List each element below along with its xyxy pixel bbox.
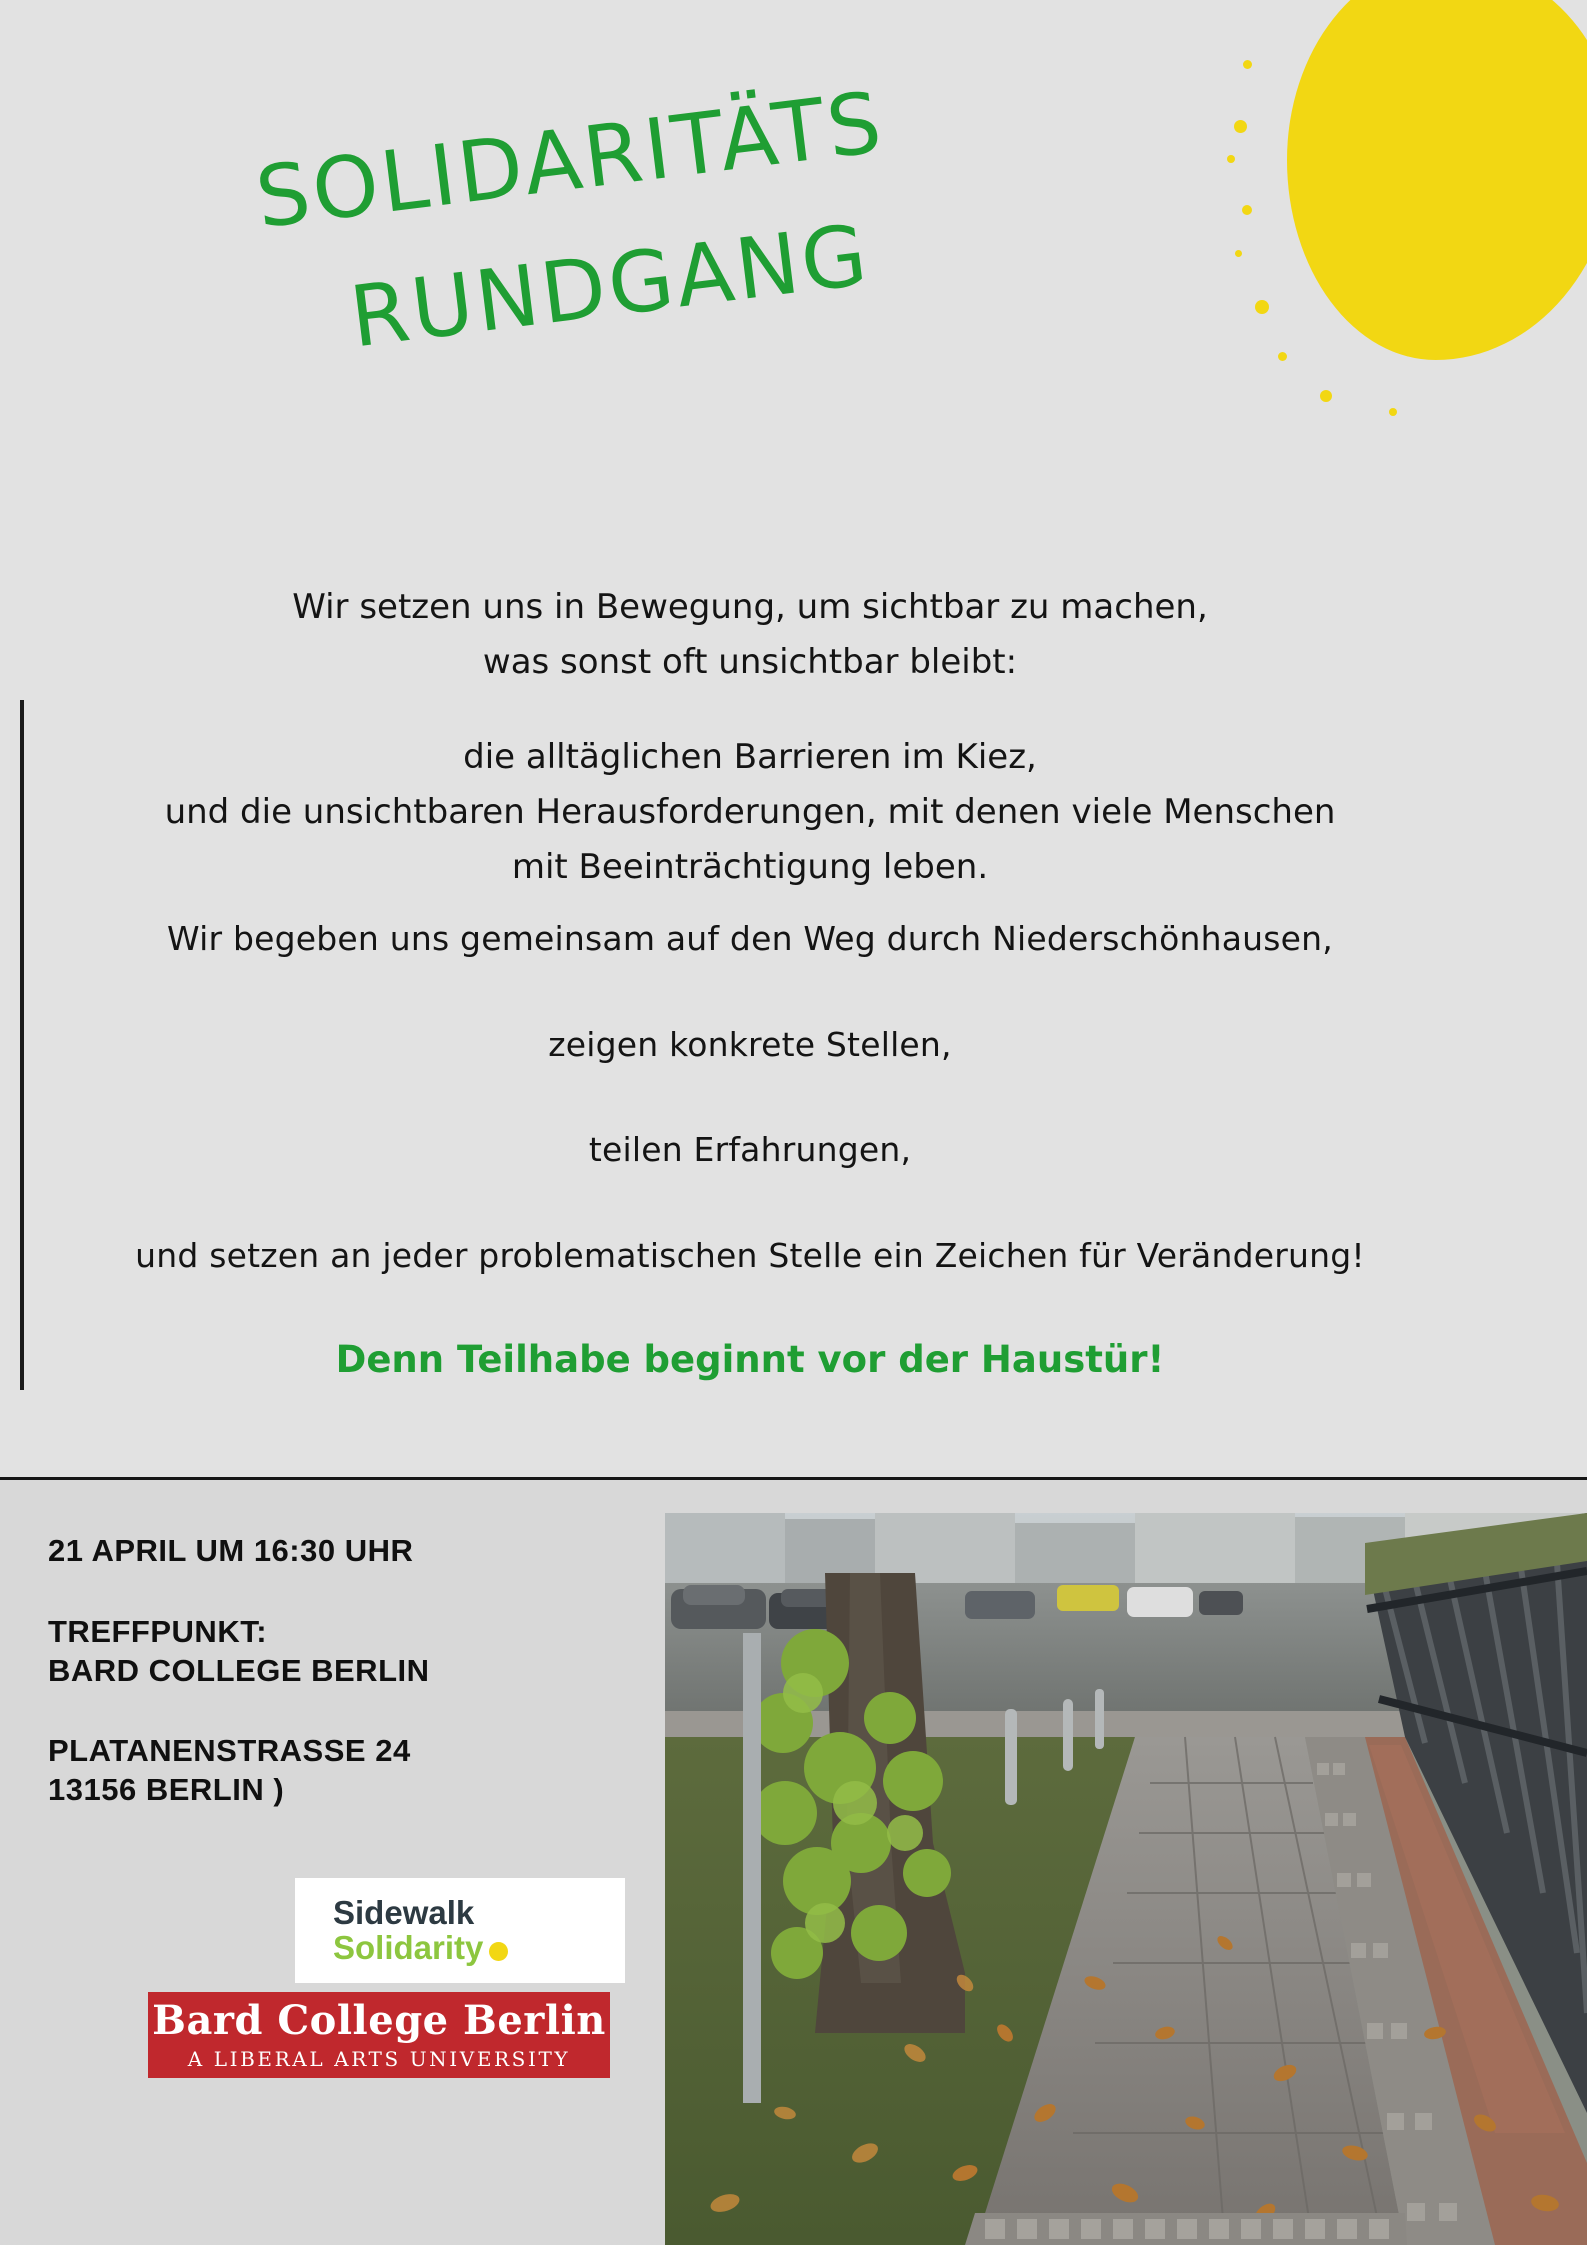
body-line-2: was sonst oft unsichtbar bleibt: (482, 641, 1018, 682)
blob-speck-icon (1389, 408, 1397, 416)
spacer (48, 1571, 648, 1613)
sidewalk-solidarity-logo (295, 1878, 625, 1983)
body-line-6: Wir begeben uns gemeinsam auf den Weg durch Niederschönhausen, (167, 919, 1333, 959)
sidewalk-logo-line-1: Sidewalk (333, 1893, 475, 1931)
yellow-blob-decoration (1287, 0, 1587, 360)
body-line-7: zeigen konkrete Stellen, (548, 1024, 952, 1064)
title-line-2: RUNDGANG (345, 205, 875, 367)
body-copy (0, 585, 1500, 1394)
blob-speck-icon (1227, 155, 1235, 163)
blob-speck-icon (1320, 390, 1332, 402)
meeting-point-place: BARD COLLEGE BERLIN (48, 1652, 430, 1688)
body-line-8: teilen Erfahrungen, (588, 1130, 912, 1170)
title-line-1: SOLIDARITÄTS (250, 72, 890, 248)
blob-speck-icon (1242, 205, 1252, 215)
address-city: 13156 BERLIN ) (48, 1772, 285, 1807)
sidewalk-photo-graphic (665, 1513, 1587, 2245)
body-line-5: mit Beeinträchtigung leben. (511, 846, 989, 887)
blob-speck-icon (1234, 120, 1247, 133)
page-title (0, 72, 1180, 367)
event-datetime: 21 APRIL UM 16:30 UHR (48, 1533, 414, 1568)
sidewalk-logo-line-2: Solidarity (333, 1928, 484, 1966)
body-tagline: Denn Teilhabe beginnt vor der Haustür! (335, 1337, 1165, 1381)
meeting-point-label: TREFFPUNKT: (48, 1613, 268, 1649)
blob-speck-icon (1278, 352, 1287, 361)
blob-speck-icon (1235, 250, 1242, 257)
body-line-9: und setzen an jeder problematischen Stelle ein Zeichen für Veränderung! (135, 1236, 1365, 1276)
bard-college-berlin-logo (148, 1992, 610, 2078)
spacer (48, 1690, 648, 1732)
body-line-4: und die unsichtbaren Herausforderungen, mit denen viele Menschen (164, 791, 1336, 832)
body-line-3: die alltäglichen Barrieren im Kiez, (463, 736, 1037, 777)
body-line-1: Wir setzen uns in Bewegung, um sichtbar zu machen, (292, 587, 1208, 627)
bard-logo-tagline: A LIBERAL ARTS UNIVERSITY (187, 2046, 571, 2071)
address-street: PLATANENSTRASSE 24 (48, 1733, 411, 1769)
sidewalk-logo-line-2-row (333, 1928, 625, 1966)
bard-logo-name: Bard College Berlin (152, 1996, 606, 2044)
sidewalk-photo (665, 1513, 1587, 2245)
yellow-dot-icon (489, 1942, 508, 1961)
blob-speck-icon (1243, 60, 1252, 69)
blob-speck-icon (1255, 300, 1269, 314)
event-details (48, 1532, 648, 1810)
